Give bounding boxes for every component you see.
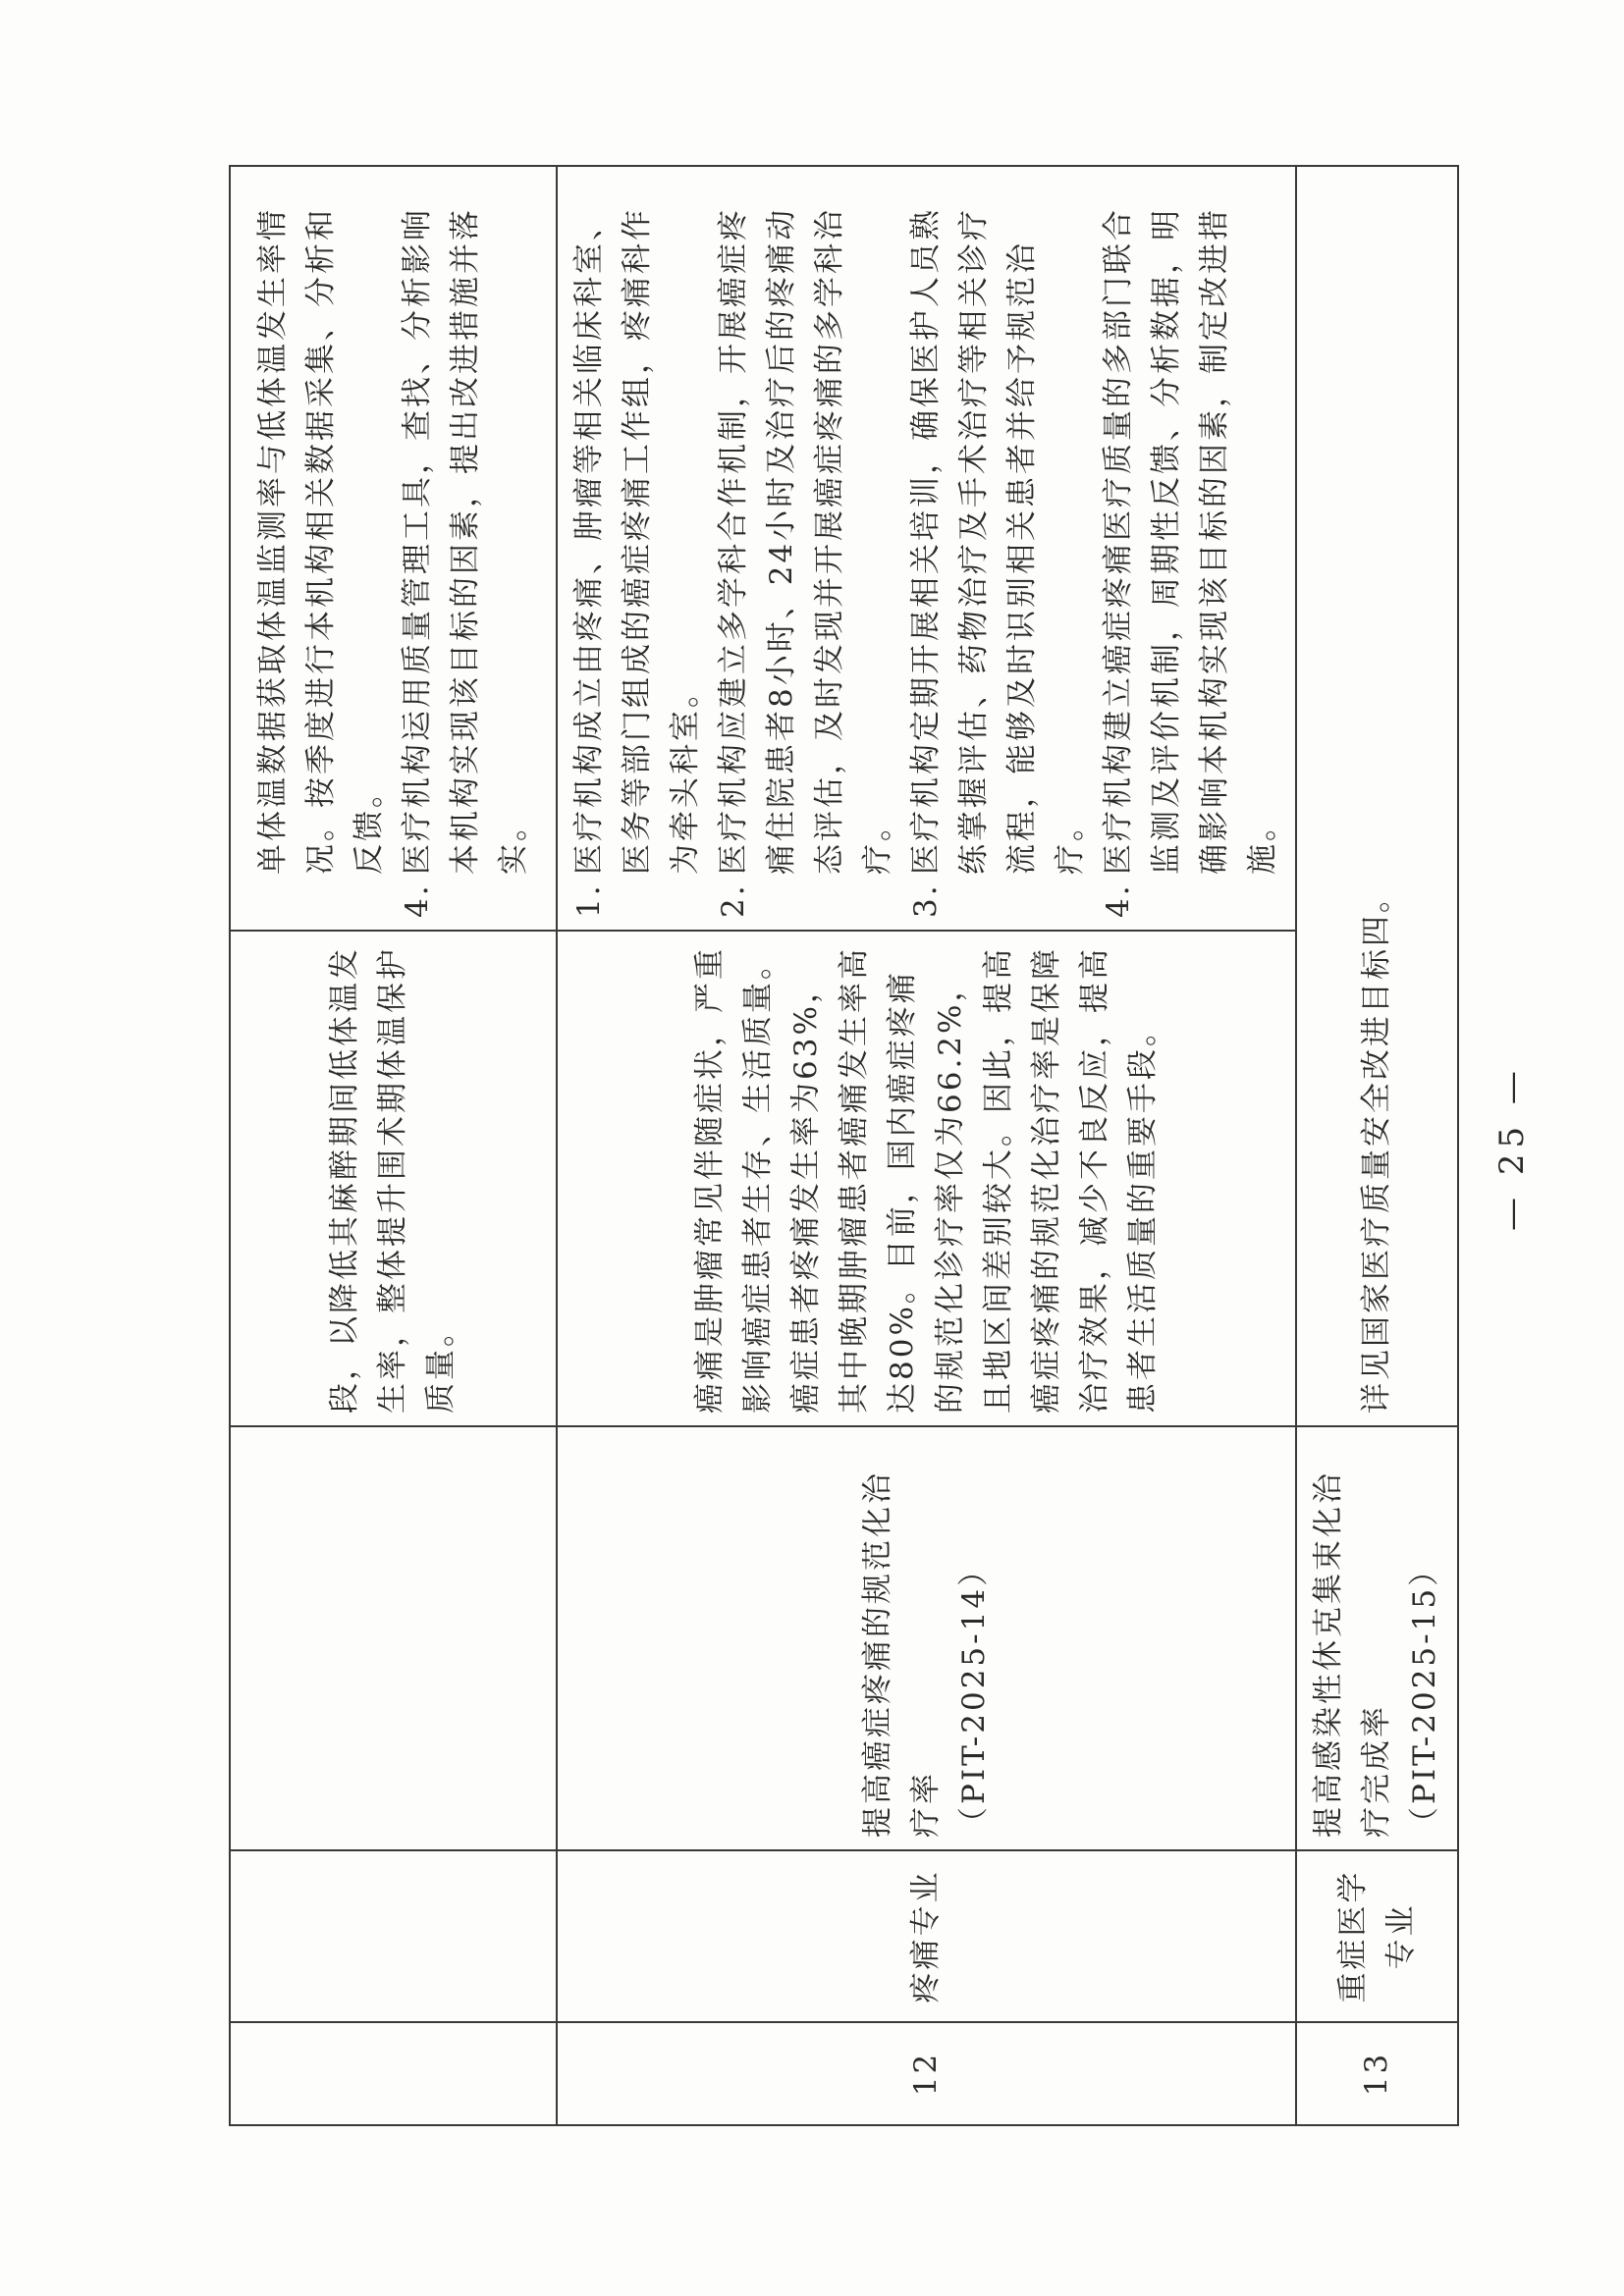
background-cell: [1296, 166, 1458, 1426]
measure-text: 医疗机构应建立多学科合作机制，开展癌症疼痛住院患者8小时、24小时及治疗后的疼痛动态评估，及时发现并开展癌症疼痛的多学科治疗。: [716, 206, 895, 875]
page-number: — 25 —: [1492, 1065, 1532, 1231]
background-text: 详见国家医疗质量安全改进目标四。: [1359, 880, 1394, 1414]
measure-item: [902, 179, 1095, 918]
measure-number: 3.: [908, 882, 944, 918]
goal-title: 提高感染性休克集束化治疗完成率: [1311, 1470, 1394, 1838]
goal-cell: [230, 1426, 557, 1850]
row-number: 13: [1359, 2051, 1394, 2097]
table-row-continued: [230, 166, 557, 2125]
background-cell: [557, 931, 1296, 1426]
measures-cell: [230, 166, 557, 931]
measure-item: [566, 179, 710, 918]
table-row: [1296, 166, 1458, 2125]
background-text: 段，以降低其麻醉期间低体温发生率，整体提升围术期体温保护质量。: [327, 946, 459, 1414]
measure-continued-text: 单体温数据获取体温监测率与低体温发生率情况。按季度进行本机构相关数据采集、分析和反馈。: [254, 207, 387, 875]
background-cell: [230, 931, 557, 1426]
measures-cell: [557, 166, 1296, 931]
measure-number: 1.: [571, 882, 607, 918]
row-number-cell: [230, 2022, 557, 2125]
measure-text: 医疗机构成立由疼痛、肿瘤等相关临床科室、医务等部门组成的癌症疼痛工作组，疼痛科作为牵头科室。: [571, 207, 703, 875]
department-cell: [557, 1850, 1296, 2022]
goal-cell: [557, 1426, 1296, 1850]
row-number-cell: [557, 2022, 1296, 2125]
measure-number: 4.: [399, 882, 435, 918]
measure-item: [394, 179, 538, 918]
measure-number: 4.: [1101, 882, 1136, 918]
goal-title: 提高癌症疼痛的规范化治疗率: [860, 1470, 944, 1838]
department-cell: [1296, 1850, 1458, 2022]
department-name: 疼痛专业: [908, 1869, 944, 2003]
department-name: 重症医学专业: [1334, 1869, 1419, 2003]
goal-code: （PIT-2025-14）: [956, 1552, 992, 1838]
measure-item: [710, 179, 902, 918]
row-number-cell: [1296, 2022, 1458, 2125]
measure-number: 2.: [716, 882, 751, 918]
goal-code: （PIT-2025-15）: [1407, 1552, 1442, 1838]
background-text: 癌痛是肿瘤常见伴随症状，严重影响癌症患者生存、生活质量。癌症患者疼痛发生率为63%，其中晚期肿瘤患者癌痛发生率高达80%。目前，国内癌症疼痛的规范化诊疗率仅为66.2%，且地区间差别较大。因此，提高癌症疼痛的规范化治疗率是保障治疗效果，减少不良反应，提高患者生活质量的重要手段。: [691, 946, 1161, 1414]
measure-text: 医疗机构运用质量管理工具，查找、分析影响本机构实现该目标的因素，提出改进措施并落实。: [399, 207, 531, 875]
row-number: 12: [908, 2051, 944, 2097]
measure-item: [1095, 179, 1287, 918]
table-row: [557, 166, 1296, 2125]
quality-target-table: [229, 165, 1459, 2126]
measure-text: 医疗机构定期开展相关培训，确保医护人员熟练掌握评估、药物治疗及手术治疗等相关诊疗流程，能够及时识别相关患者并给予规范治疗。: [908, 207, 1088, 875]
goal-cell: [1296, 1426, 1458, 1850]
department-cell: [230, 1850, 557, 2022]
measure-text: 医疗机构建立癌症疼痛医疗质量的多部门联合监测及评价机制，周期性反馈、分析数据，明确影响本机构实现该目标的因素，制定改进措施。: [1101, 207, 1280, 875]
